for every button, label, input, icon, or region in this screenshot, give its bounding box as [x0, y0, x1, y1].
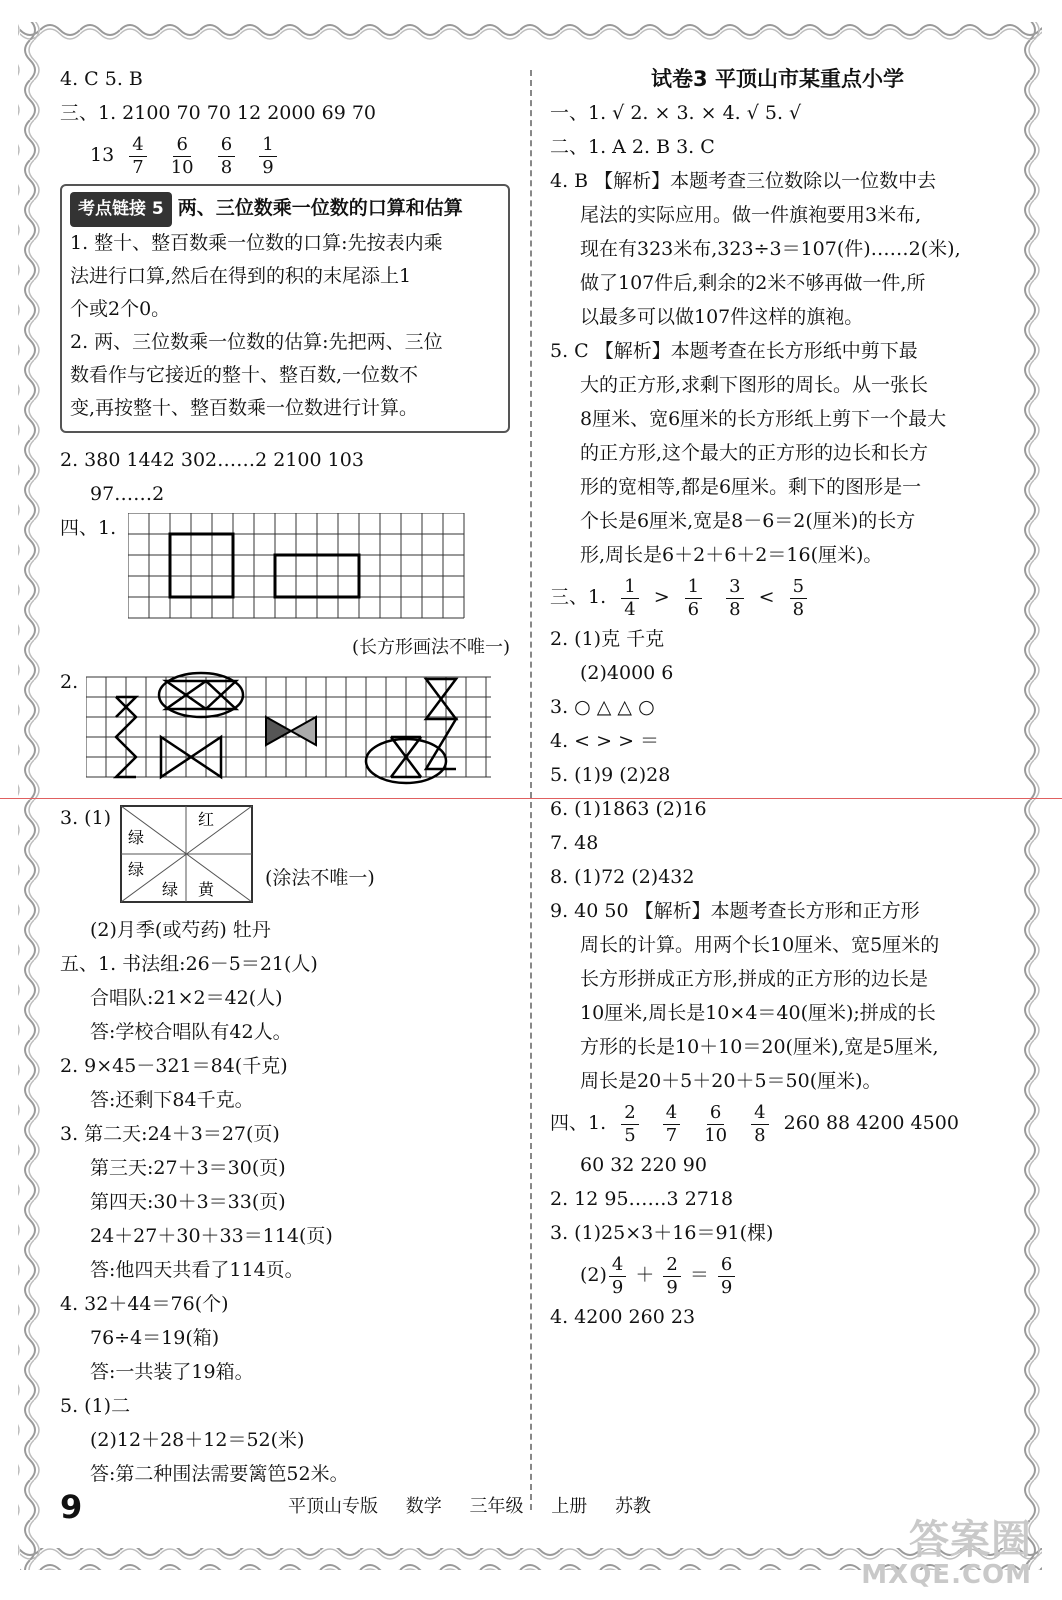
q5-line: 76÷4＝19(箱) [90, 1327, 220, 1349]
box-line: 个或2个0。 [70, 298, 171, 320]
box-line: 变,再按整十、整百数乘一位数进行计算。 [70, 397, 419, 419]
note-rect: (长方形画法不唯一) [351, 637, 510, 658]
plus-sign: ＋ [635, 1264, 655, 1286]
equals-sign: ＝ [689, 1264, 709, 1286]
q4-1-label: 四、1. [60, 517, 117, 539]
q5-line: 4. 32＋44＝76(个) [60, 1293, 229, 1315]
r-q9-line: 10厘米,周长是10×4＝40(厘米);拼成的长 [580, 1002, 936, 1024]
line-l3a: 2. 380 1442 302……2 2100 103 [60, 449, 364, 471]
s3-label: 三、1. [550, 586, 607, 608]
fraction: $\frac{1}{6}$ [685, 576, 702, 621]
r-q5-line: 的正方形,这个最大的正方形的边长和长方 [580, 442, 929, 464]
r-q9-line: 方形的长是10＋10＝20(厘米),宽是5厘米, [580, 1036, 939, 1058]
footer-item: 上册 [551, 1496, 588, 1517]
q4-3-block [60, 805, 510, 913]
q5-line: 合唱队:21×2＝42(人) [90, 987, 283, 1009]
r-s3-line: 8. (1)72 (2)432 [550, 866, 695, 888]
box-line: 数看作与它接近的整十、整百数,一位数不 [70, 364, 419, 386]
label-hong: 红 [198, 810, 215, 829]
s4-rest: 260 88 4200 4500 [783, 1112, 959, 1134]
footer-item: 三年级 [469, 1496, 524, 1517]
q5-line: 答:学校合唱队有42人。 [90, 1021, 292, 1043]
q4-1-block [60, 511, 510, 631]
fraction: $\frac{4}{8}$ [751, 1102, 768, 1147]
left-column [60, 62, 510, 1491]
footer-item: 平顶山专版 [288, 1496, 378, 1517]
label-lv: 绿 [162, 880, 179, 899]
r-s4-line: 3. (1)25×3＋16＝91(棵) [550, 1222, 774, 1244]
r-s3-line: 7. 48 [550, 832, 599, 854]
r-q4-line: 现在有323米布,323÷3＝107(件)……2(米), [580, 238, 961, 260]
exam-title: 试卷3 平顶山市某重点小学 [651, 67, 904, 91]
q5-line: 5. (1)二 [60, 1395, 131, 1417]
knowledge-box [60, 184, 510, 433]
q5-line: (2)12＋28＋12＝52(米) [90, 1429, 305, 1451]
r-line: 二、1. A 2. B 3. C [550, 136, 715, 158]
footer-item: 数学 [405, 1496, 442, 1517]
number-13: 13 [90, 144, 115, 166]
greater-sign: > [653, 586, 670, 608]
watermark-small: MXQE.COM [861, 1560, 1032, 1590]
q5-line: 第三天:27＋3＝30(页) [90, 1157, 286, 1179]
right-column [550, 62, 1005, 1334]
label-lv: 绿 [128, 828, 145, 847]
watermark [861, 1517, 1032, 1590]
column-divider [530, 70, 532, 1510]
r-q4-line: 做了107件后,剩余的2米不够再做一件,所 [580, 272, 926, 294]
r-q5-line: 形的宽相等,都是6厘米。剩下的图形是一 [580, 476, 922, 498]
r-q5-line: 大的正方形,求剩下图形的周长。从一张长 [580, 374, 929, 396]
color-diagram [120, 805, 255, 905]
box-header [70, 192, 500, 227]
r-q5-line: 个长是6厘米,宽是8－6＝2(厘米)的长方 [580, 510, 916, 532]
r-s3-line: 2. (1)克 千克 [550, 628, 665, 650]
r-q9-line: 9. 40 50 【解析】本题考查长方形和正方形 [550, 900, 920, 922]
r-s4-line: 4. 4200 260 23 [550, 1306, 696, 1328]
r-q4-line: 4. B 【解析】本题考查三位数除以一位数中去 [550, 170, 937, 192]
fraction: $\frac{1}{9}$ [259, 134, 276, 179]
r-s3-line: 3. ○ △ △ ○ [550, 696, 655, 718]
r-q9-line: 长方形拼成正方形,拼成的正方形的边长是 [580, 968, 929, 990]
fraction: $\frac{4}{7}$ [663, 1102, 680, 1147]
fraction: $\frac{4}{9}$ [609, 1254, 626, 1299]
q5-line: 24＋27＋30＋33＝114(页) [90, 1225, 333, 1247]
r-s4-line [550, 1098, 1005, 1148]
box-line: 1. 整十、整百数乘一位数的口算:先按表内乘 [70, 232, 443, 254]
q5-line: 五、1. 书法组:26－5＝21(人) [60, 953, 318, 975]
line-l3b: 97……2 [90, 483, 165, 505]
r-s3-line [550, 572, 1005, 622]
note-color: (涂法不唯一) [265, 867, 375, 889]
line-l2a: 三、1. 2100 70 70 12 2000 69 70 [60, 102, 376, 124]
fraction: $\frac{1}{4}$ [621, 576, 638, 621]
less-sign: < [758, 586, 775, 608]
q5-line: 答:还剩下84千克。 [90, 1089, 254, 1111]
fraction: $\frac{6}{10}$ [704, 1101, 728, 1146]
r-s3-line: 6. (1)1863 (2)16 [550, 798, 707, 820]
r-s3-line: (2)4000 6 [580, 662, 674, 684]
q4-3-label: 3. (1) [60, 807, 112, 829]
s4-label: 四、1. [550, 1112, 607, 1134]
box-tag: 考点链接 5 [70, 192, 172, 227]
box-title: 两、三位数乘一位数的口算和估算 [177, 197, 463, 219]
r-q4-line: 尾法的实际应用。做一件旗袍要用3米布, [580, 204, 922, 226]
box-line: 2. 两、三位数乘一位数的估算:先把两、三位 [70, 331, 443, 353]
r-q5-line: 8厘米、宽6厘米的长方形纸上剪下一个最大 [580, 408, 947, 430]
label-huang: 黄 [198, 880, 215, 899]
r-s3-line: 4. < > > ＝ [550, 730, 660, 752]
q5-line: 答:一共装了19箱。 [90, 1361, 254, 1383]
r-q4-line: 以最多可以做107件这样的旗袍。 [580, 306, 864, 328]
fraction: $\frac{6}{8}$ [218, 134, 235, 179]
fraction: $\frac{2}{9}$ [663, 1254, 680, 1299]
r-s4-eq-line [550, 1250, 1005, 1300]
rectangle-grid [128, 513, 468, 628]
line-q4-3b: (2)月季(或芍药) 牡丹 [90, 919, 271, 941]
eq-prefix: (2) [580, 1264, 607, 1286]
q5-line: 答:第二种围法需要篱笆52米。 [90, 1463, 349, 1485]
r-s4-line: 60 32 220 90 [580, 1154, 707, 1176]
r-s4-line: 2. 12 95……3 2718 [550, 1188, 734, 1210]
r-q5-line: 5. C 【解析】本题考查在长方形纸中剪下最 [550, 340, 918, 362]
r-q9-line: 周长是20＋5＋20＋5＝50(厘米)。 [580, 1070, 882, 1092]
q5-line: 2. 9×45－321＝84(千克) [60, 1055, 288, 1077]
footer-item: 苏教 [614, 1496, 651, 1517]
q4-2-block [60, 665, 510, 805]
page-number: 9 [60, 1488, 83, 1526]
fraction: $\frac{6}{9}$ [718, 1254, 735, 1299]
r-s3-line: 5. (1)9 (2)28 [550, 764, 671, 786]
q5-line: 3. 第二天:24＋3＝27(页) [60, 1123, 280, 1145]
line-l2b [60, 130, 510, 180]
r-line: 一、1. √ 2. × 3. × 4. √ 5. √ [550, 102, 802, 124]
watermark-big: 答案圈 [909, 1517, 1032, 1563]
q5-line: 第四天:30＋3＝33(页) [90, 1191, 286, 1213]
fraction: $\frac{4}{7}$ [129, 134, 146, 179]
fraction: $\frac{6}{10}$ [170, 133, 194, 178]
symmetry-grid [86, 669, 506, 799]
r-q9-line: 周长的计算。用两个长10厘米、宽5厘米的 [580, 934, 940, 956]
fraction: $\frac{5}{8}$ [790, 576, 807, 621]
fraction: $\frac{3}{8}$ [726, 576, 743, 621]
box-line: 法进行口算,然后在得到的积的末尾添上1 [70, 265, 412, 287]
r-q5-line: 形,周长是6＋2＋6＋2＝16(厘米)。 [580, 544, 883, 566]
q5-line: 答:他四天共看了114页。 [90, 1259, 304, 1281]
q4-2-label: 2. [60, 671, 79, 693]
page-footer [60, 1488, 673, 1526]
line-l1: 4. C 5. B [60, 68, 143, 90]
fraction: $\frac{2}{5}$ [621, 1102, 638, 1147]
label-lv: 绿 [128, 860, 145, 879]
